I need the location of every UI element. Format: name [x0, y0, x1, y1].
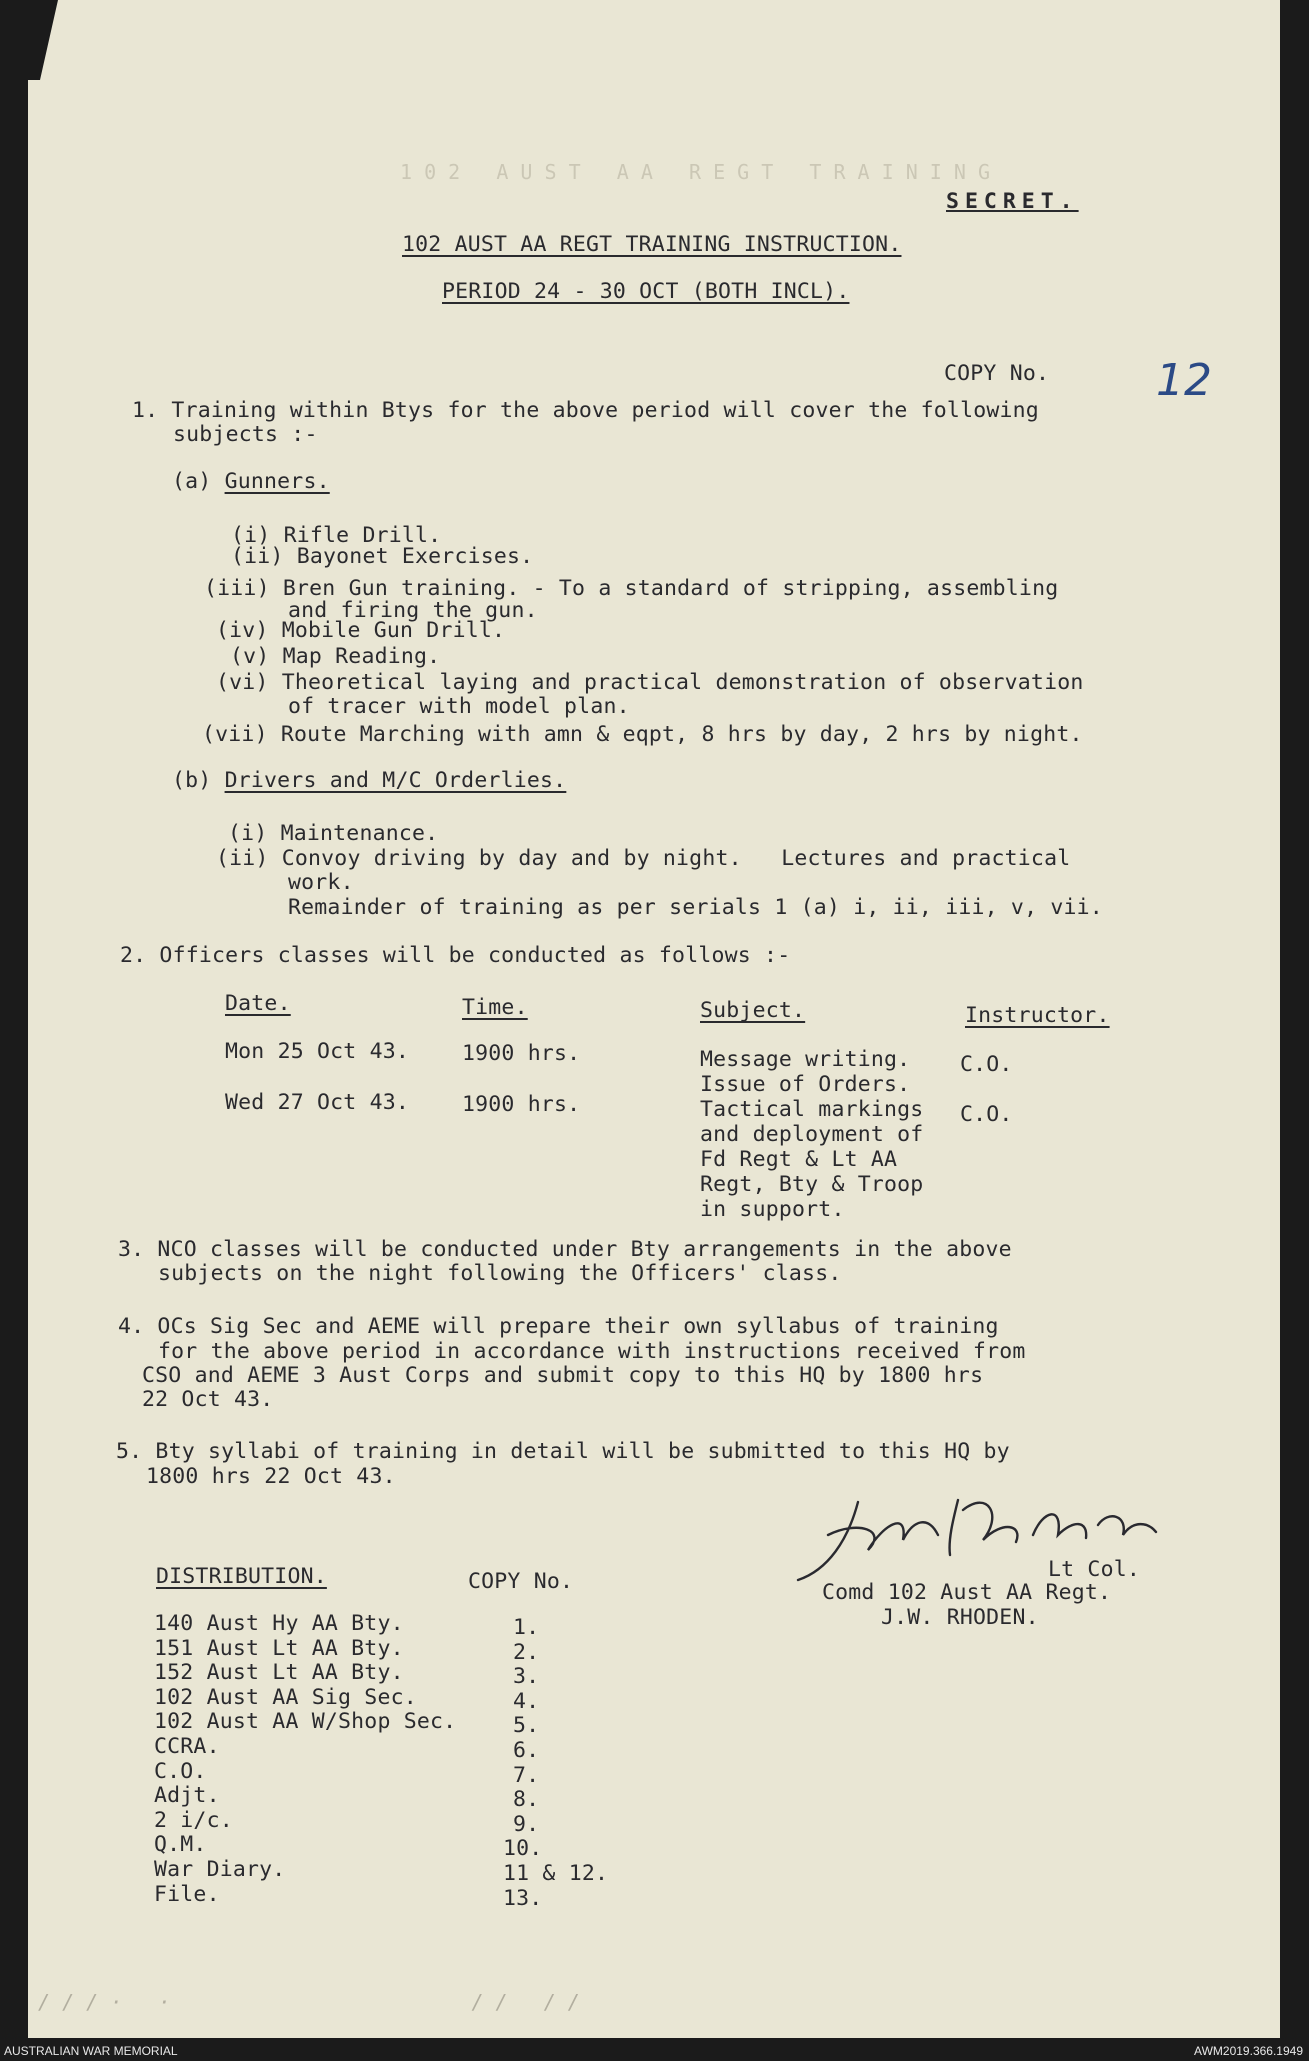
para5-line: 5. Bty syllabi of training in detail will be submitted to this HQ by [116, 1439, 1010, 1464]
gunners-item: (v) Map Reading. [230, 644, 441, 669]
distribution-copy-number: 11 & 12. [503, 1861, 609, 1886]
pencil-marks: / / / · · / / / / [38, 1990, 580, 2014]
officers-table-header-instructor: Instructor. [965, 1003, 1110, 1028]
para4-line: 22 Oct 43. [142, 1387, 274, 1412]
para2-intro: 2. Officers classes will be conducted as follows :- [120, 943, 791, 968]
distribution-recipient: War Diary. [154, 1857, 286, 1882]
footer-right: AWM2019.366.1949 [1194, 2044, 1303, 2058]
drivers-item: work. [288, 870, 354, 895]
distribution-recipient: C.O. [154, 1758, 207, 1784]
signatory-appointment: Comd 102 Aust AA Regt. [822, 1580, 1112, 1605]
gunners-item: (ii) Bayonet Exercises. [231, 544, 534, 569]
officers-class-time: 1900 hrs. [462, 1041, 581, 1066]
officers-class-subject: Tactical markings [700, 1097, 924, 1122]
document-page [28, 0, 1280, 2038]
distribution-recipient: File. [154, 1881, 220, 1907]
distribution-copy-number: 13. [503, 1885, 543, 1911]
drivers-item: (ii) Convoy driving by day and by night. Lectures and practical [216, 846, 1071, 871]
officers-class-date: Wed 27 Oct 43. [225, 1090, 410, 1115]
distribution-copy-number: 9. [513, 1811, 540, 1837]
drivers-item: Remainder of training as per serials 1 (a) i, ii, iii, v, vii. [288, 895, 1103, 920]
distribution-copy-number: 7. [513, 1762, 540, 1788]
document-title: 102 AUST AA REGT TRAINING INSTRUCTION. [402, 232, 902, 257]
gunners-item: (vii) Route Marching with amn & eqpt, 8 hrs by day, 2 hrs by night. [202, 722, 1083, 747]
distribution-recipient: 152 Aust Lt AA Bty. [154, 1660, 404, 1686]
para5-line: 1800 hrs 22 Oct 43. [146, 1464, 396, 1489]
distribution-copy-number: 10. [503, 1836, 543, 1862]
classification-marking: SECRET. [946, 189, 1079, 214]
distribution-recipient: Adjt. [154, 1783, 220, 1809]
gunners-item: (vi) Theoretical laying and practical demonstration of observation [216, 670, 1084, 695]
signatory-rank: Lt Col. [1048, 1557, 1141, 1582]
signatory-name: J.W. RHODEN. [881, 1605, 1039, 1630]
copy-number-label: COPY No. [944, 361, 1050, 386]
para4-line: for the above period in accordance with instructions received from [158, 1339, 1026, 1364]
distribution-copy-heading: COPY No. [468, 1569, 574, 1594]
officers-table-header-date: Date. [225, 991, 291, 1016]
para3-line: 3. NCO classes will be conducted under Bty arrangements in the above [118, 1237, 1012, 1262]
distribution-copy-number: 8. [513, 1787, 540, 1813]
gunners-item: (i) Rifle Drill. [231, 523, 442, 548]
officers-table-header-subject: Subject. [700, 998, 806, 1023]
distribution-copy-number: 3. [513, 1664, 540, 1690]
distribution-recipient: 151 Aust Lt AA Bty. [154, 1635, 404, 1661]
distribution-recipient: CCRA. [154, 1734, 220, 1759]
drivers-item: (i) Maintenance. [228, 821, 439, 846]
officers-class-subject: Regt, Bty & Troop [700, 1172, 924, 1197]
footer-left: AUSTRALIAN WAR MEMORIAL [4, 2044, 178, 2058]
distribution-recipient: 102 Aust AA W/Shop Sec. [154, 1709, 457, 1735]
para3-line: subjects on the night following the Officers' class. [158, 1261, 842, 1286]
distribution-recipient: 140 Aust Hy AA Bty. [154, 1611, 404, 1636]
distribution-recipient: 102 Aust AA Sig Sec. [154, 1684, 417, 1710]
officers-class-time: 1900 hrs. [462, 1092, 581, 1117]
para1-line2: subjects :- [173, 422, 318, 447]
distribution-copy-number: 2. [513, 1639, 540, 1665]
copy-number-handwritten: 12 [1156, 355, 1212, 406]
para1-b-heading: (b) Drivers and M/C Orderlies. [172, 768, 567, 793]
officers-class-instructor: C.O. [960, 1102, 1013, 1127]
para1-line1: 1. Training within Btys for the above period will cover the following [132, 398, 1039, 423]
officers-class-subject: in support. [700, 1197, 845, 1222]
officers-class-date: Mon 25 Oct 43. [225, 1039, 410, 1064]
distribution-copy-number: 1. [513, 1615, 540, 1640]
distribution-recipient: Q.M. [154, 1832, 207, 1858]
para4-line: CSO and AEME 3 Aust Corps and submit copy to this HQ by 1800 hrs [142, 1363, 984, 1388]
distribution-heading: DISTRIBUTION. [156, 1564, 327, 1589]
gunners-item: and firing the gun. [288, 598, 538, 623]
gunners-item: (iv) Mobile Gun Drill. [216, 618, 506, 643]
para1-a-heading: (a) Gunners. [172, 469, 330, 494]
officers-class-subject: Issue of Orders. [700, 1072, 911, 1097]
officers-class-subject: Fd Regt & Lt AA [700, 1147, 898, 1172]
gunners-item: (iii) Bren Gun training. - To a standard of stripping, assembling [204, 576, 1059, 601]
document-period: PERIOD 24 - 30 OCT (BOTH INCL). [442, 279, 850, 304]
officers-class-subject: Message writing. [700, 1047, 911, 1072]
officers-table-header-time: Time. [462, 995, 528, 1020]
gunners-item: of tracer with model plan. [288, 694, 630, 719]
distribution-copy-number: 6. [513, 1738, 540, 1763]
show-through-text: 1 0 2 A U S T A A R E G T T R A I N I N G [400, 160, 991, 184]
distribution-recipient: 2 i/c. [154, 1807, 233, 1833]
distribution-copy-number: 4. [513, 1688, 540, 1714]
officers-class-instructor: C.O. [960, 1052, 1013, 1077]
para4-line: 4. OCs Sig Sec and AEME will prepare their own syllabus of training [118, 1314, 999, 1339]
distribution-copy-number: 5. [513, 1713, 540, 1739]
officers-class-subject: and deployment of [700, 1122, 924, 1147]
